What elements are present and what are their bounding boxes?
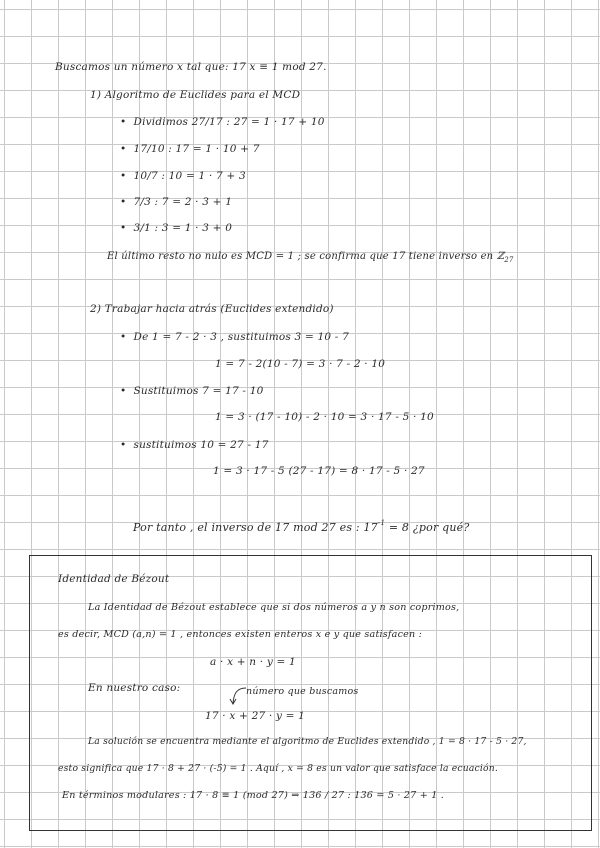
euclid-step-5 xyxy=(120,222,232,234)
euclid-step-4 xyxy=(120,196,232,208)
euclid-step-2-text: 17/10 : 17 = 1 · 10 + 7 xyxy=(133,143,260,155)
annotation-text: número que buscamos xyxy=(246,686,359,697)
mcd-conclusion-text: El último resto no nulo es MCD = 1 ; se confirma que 17 tiene inverso en ℤ xyxy=(107,251,505,262)
back-step-2-text: Sustituimos 7 = 17 - 10 xyxy=(133,385,264,397)
back-step-3-equation: 1 = 3 · 17 - 5 (27 - 17) = 8 · 17 - 5 · 27 xyxy=(213,465,425,477)
back-step-3-text: sustituimos 10 = 27 - 17 xyxy=(133,439,269,451)
bullet-mark: • xyxy=(120,331,127,343)
inverse-exponent: -1 xyxy=(377,519,386,527)
bezout-paragraph-1b: es decir, MCD (a,n) = 1 , entonces existen enteros x e y que satisfacen : xyxy=(58,629,423,640)
bullet-mark: • xyxy=(120,439,127,451)
step1-heading: 1) Algoritmo de Euclides para el MCD xyxy=(90,89,301,101)
our-case-label: En nuestro caso: xyxy=(88,682,181,694)
bezout-paragraph-2a: La solución se encuentra mediante el algoritmo de Euclides extendido , 1 = 8 · 17 - 5 · 27, xyxy=(88,736,527,747)
euclid-step-1-text: Dividimos 27/17 : 27 = 1 · 17 + 10 xyxy=(133,116,325,128)
bezout-title: Identidad de Bézout xyxy=(58,573,170,585)
back-step-3 xyxy=(120,439,269,451)
bezout-paragraph-2b: esto significa que 17 · 8 + 27 · (-5) = 1 . Aquí , x = 8 es un valor que satisface la ecuación. xyxy=(58,763,499,774)
modular-terms-line: En términos modulares : 17 · 8 ≡ 1 (mod 27) ⇒ 136 / 27 : 136 = 5 · 27 + 1 . xyxy=(62,790,445,801)
bullet-mark: • xyxy=(120,170,127,182)
intro-line: Buscamos un número x tal que: 17 x ≡ 1 mod 27. xyxy=(55,61,327,73)
back-step-1-equation: 1 = 7 - 2(10 - 7) = 3 · 7 - 2 · 10 xyxy=(215,358,386,370)
euclid-step-1 xyxy=(120,116,325,128)
zn-subscript: 27 xyxy=(504,256,514,264)
step2-heading: 2) Trabajar hacia atrás (Euclides extendido) xyxy=(90,303,334,315)
back-step-1-text: De 1 = 7 - 2 · 3 , sustituimos 3 = 10 - 7 xyxy=(133,331,349,343)
euclid-step-3 xyxy=(120,170,246,182)
bullet-mark: • xyxy=(120,385,127,397)
bezout-formula-instance: 17 · x + 27 · y = 1 xyxy=(205,710,306,722)
euclid-step-4-text: 7/3 : 7 = 2 · 3 + 1 xyxy=(133,196,233,208)
bullet-mark: • xyxy=(120,143,127,155)
bullet-mark: • xyxy=(120,222,127,234)
mcd-conclusion xyxy=(107,251,514,264)
bullet-mark: • xyxy=(120,196,127,208)
euclid-step-5-text: 3/1 : 3 = 1 · 3 + 0 xyxy=(133,222,233,234)
bezout-paragraph-1a: La Identidad de Bézout establece que si dos números a y n son coprimos, xyxy=(88,602,460,613)
euclid-step-2 xyxy=(120,143,260,155)
back-step-1 xyxy=(120,331,349,343)
bezout-formula: a · x + n · y = 1 xyxy=(210,656,296,668)
inverse-conclusion-text: Por tanto , el inverso de 17 mod 27 es : 17 xyxy=(133,521,378,534)
back-step-2 xyxy=(120,385,263,397)
inverse-conclusion xyxy=(133,519,469,534)
inverse-conclusion-tail: = 8 ¿por qué? xyxy=(385,521,470,534)
back-step-2-equation: 1 = 3 · (17 - 10) - 2 · 10 = 3 · 17 - 5 · 10 xyxy=(215,411,434,423)
bullet-mark: • xyxy=(120,116,127,128)
euclid-step-3-text: 10/7 : 10 = 1 · 7 + 3 xyxy=(133,170,246,182)
